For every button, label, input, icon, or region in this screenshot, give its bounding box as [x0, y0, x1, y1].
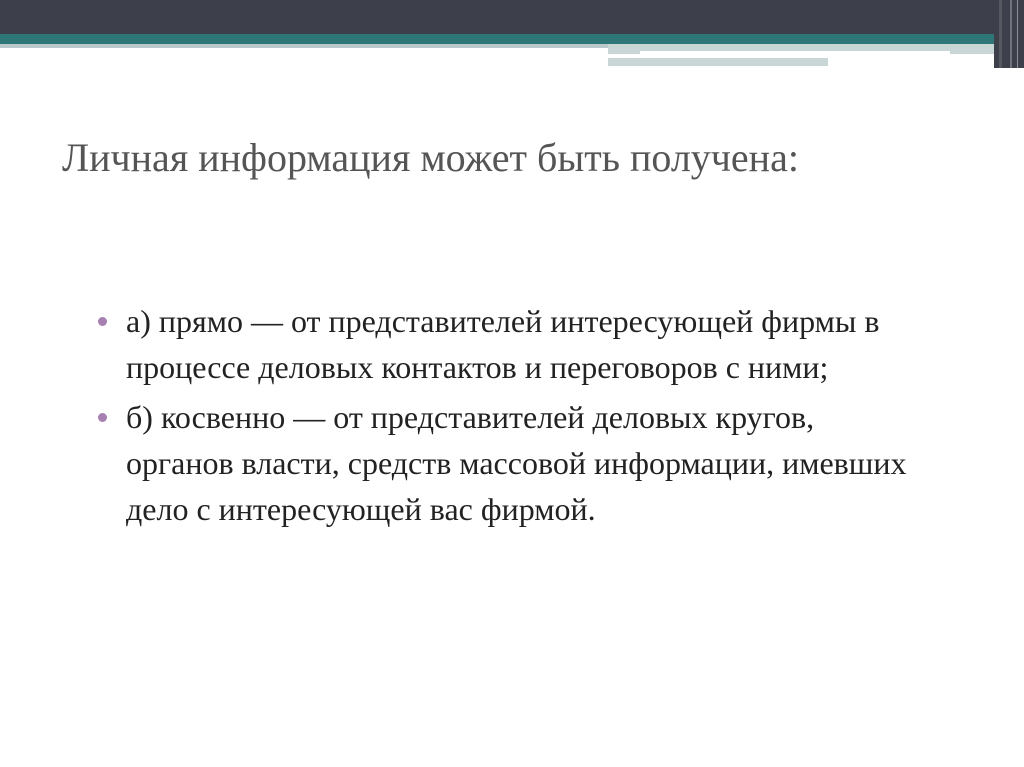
header-corner-line	[999, 0, 1002, 68]
slide-title: Личная информация может быть получена:	[62, 135, 799, 180]
bullet-list	[98, 298, 918, 536]
header-corner-line	[1010, 0, 1012, 68]
header-corner-line	[1017, 0, 1018, 68]
header-thin-line	[640, 51, 950, 54]
header-band	[0, 0, 1024, 34]
bullet-text: а) прямо — от представителей интересующей фирмы в процессе деловых контактов и переговоров с ними;	[126, 303, 880, 385]
header-light-bar	[608, 58, 828, 66]
bullet-dot-icon	[98, 413, 107, 422]
header-accent-stripe	[0, 34, 1000, 44]
header-light-stripe	[0, 44, 610, 48]
bullet-dot-icon	[98, 317, 107, 326]
bullet-text: б) косвенно — от представителей деловых кругов, органов власти, средств массовой информации, имевших дело с интересующей вас фирмой.	[126, 399, 907, 527]
bullet-item	[98, 394, 918, 532]
bullet-item	[98, 298, 918, 390]
